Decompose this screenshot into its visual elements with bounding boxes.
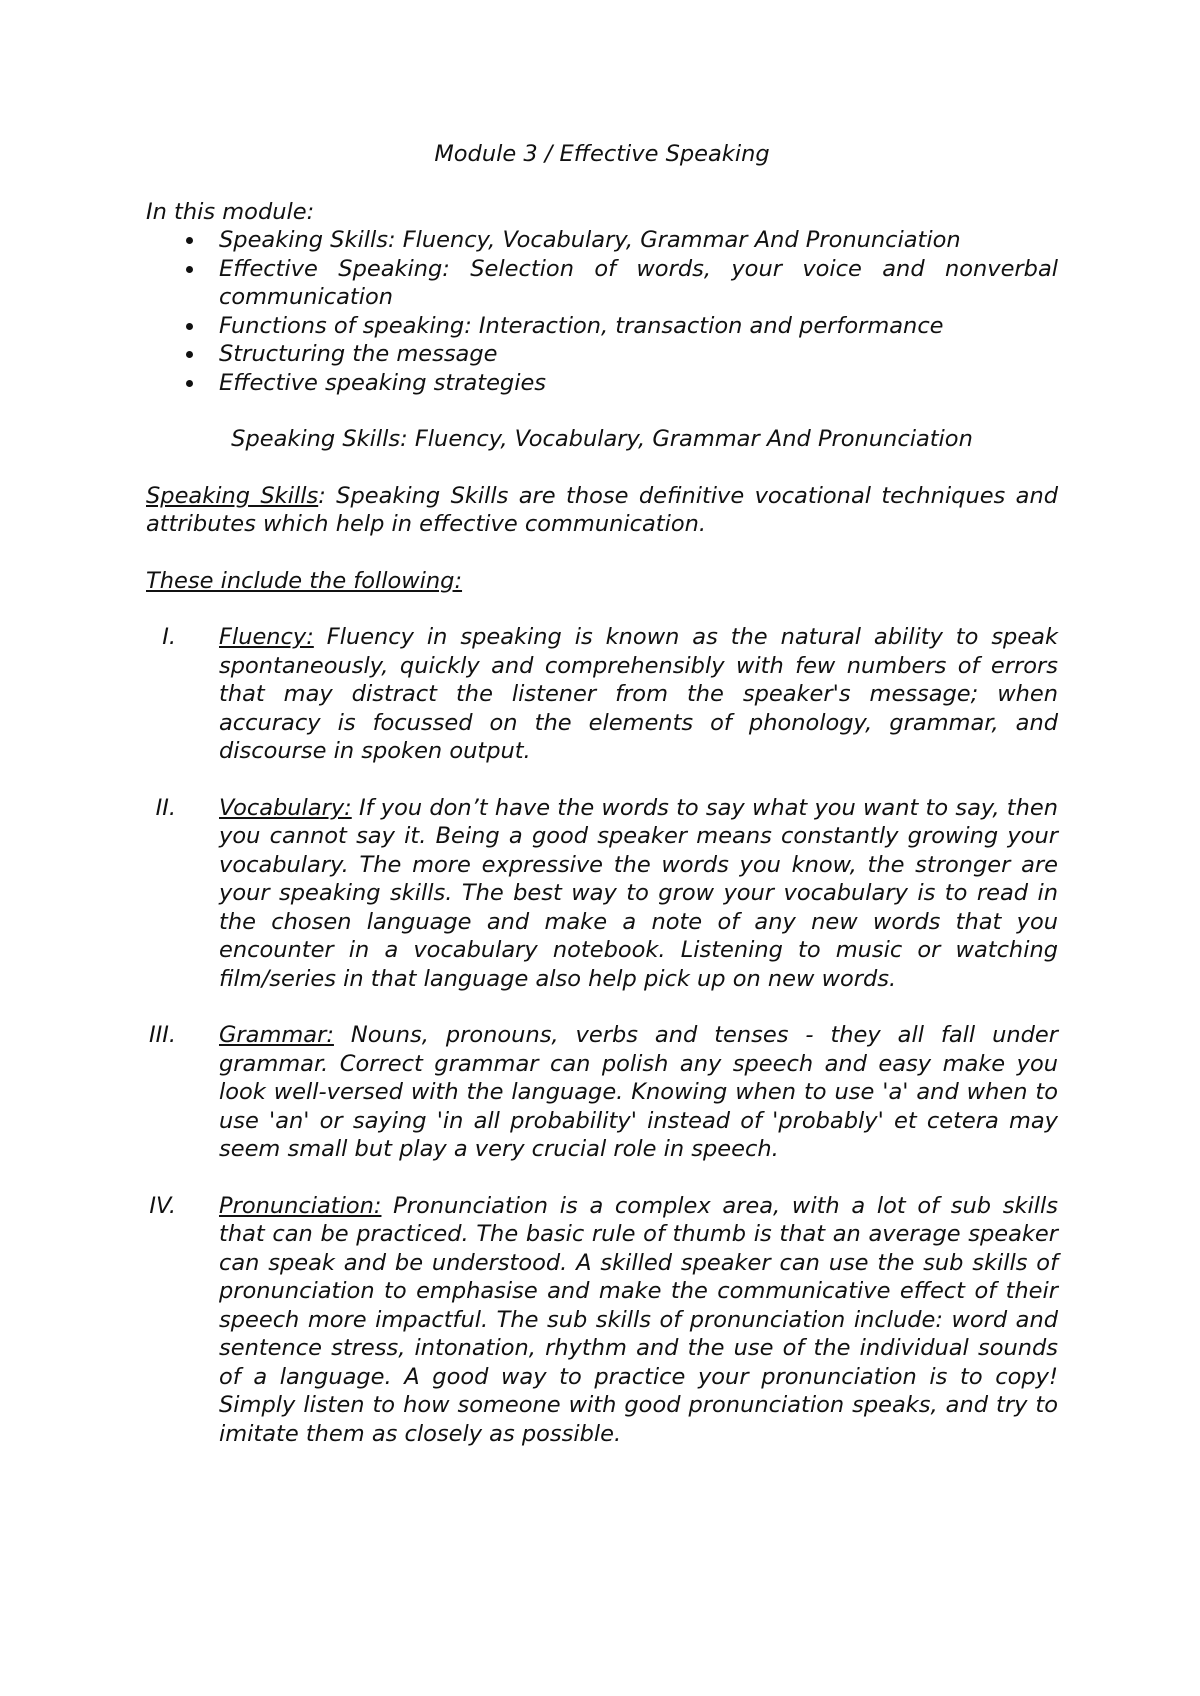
section-title: Speaking Skills: Fluency, Vocabulary, Grammar And Pronunciation	[231, 426, 973, 452]
bullet-icon	[186, 380, 193, 387]
skill-term: Pronunciation:	[219, 1192, 382, 1219]
definition-text: Speaking Skills are those definitive vocational techniques and attributes which help in effective communication.	[146, 482, 1058, 537]
bullet-icon	[186, 323, 193, 330]
skill-term: Vocabulary:	[219, 794, 352, 821]
document-title: Module 3 / Effective Speaking	[434, 141, 770, 167]
skill-numeral: II.	[155, 794, 176, 821]
topic-text: Functions of speaking: Interaction, transaction and performance	[219, 312, 944, 339]
skill-text: Pronunciation is a complex area, with a lot of sub skills that can be practiced. The basic rule of thumb is that an average speaker can speak and be understood. A skilled speaker can use the sub skills of pronunciation to emphasise and make the communicative effect of their speech more impactful. The sub skills of pronunciation include: word and sentence stress, intonation, rhythm and the use of the individual sounds of a language. A good way to practice your pronunciation is to copy! Simply listen to how someone with good pronunciation speaks, and try to imitate them as closely as possible.	[219, 1192, 1058, 1447]
bullet-icon	[186, 237, 193, 244]
list-item	[219, 369, 1058, 398]
include-heading: These include the following:	[146, 567, 463, 594]
skill-numeral: I.	[162, 624, 176, 650]
topic-text: Effective Speaking: Selection of words, your voice and nonverbal communication	[219, 255, 1058, 310]
topic-text: Structuring the message	[219, 341, 498, 367]
list-item	[219, 226, 1058, 255]
skill-text: Nouns, pronouns, verbs and tenses - they all fall under grammar. Correct grammar can polish any speech and easy make you look well-versed with the language. Knowing when to use 'a' and when to use 'an' or saying 'in all probability' instead of 'probably' et cetera may seem small but play a very crucial role in speech.	[219, 1022, 1058, 1162]
skill-text: Fluency in speaking is known as the natural ability to speak spontaneously, quickly and comprehensibly with few numbers of errors that may distract the listener from the speaker's message; when accuracy is focussed on the elements of phonology, grammar, and discourse in spoken output.	[219, 624, 1058, 764]
definition-term: Speaking Skills	[146, 482, 319, 509]
list-item	[219, 255, 1058, 312]
speaking-skills-definition	[146, 482, 1058, 539]
topic-text: Effective speaking strategies	[219, 369, 547, 396]
skill-numeral: III.	[148, 1022, 176, 1048]
bullet-icon	[186, 266, 193, 273]
definition-separator: :	[318, 482, 326, 509]
module-intro: In this module:	[146, 198, 315, 225]
skill-numeral: IV.	[149, 1192, 176, 1219]
list-item	[146, 1021, 1058, 1164]
skill-text: If you don’t have the words to say what you want to say, then you cannot say it. Being a good speaker means constantly growing your vocabulary. The more expressive the words you know, the stronger are your speaking skills. The best way to grow your vocabulary is to read in the chosen language and make a note of any new words that you encounter in a vocabulary notebook. Listening to music or watching film/series in that language also help pick up on new words.	[219, 794, 1058, 992]
topic-text: Speaking Skills: Fluency, Vocabulary, Grammar And Pronunciation	[219, 227, 961, 253]
bullet-icon	[186, 351, 193, 358]
list-item	[146, 1192, 1058, 1449]
module-topics-list	[146, 226, 1058, 397]
skill-term: Fluency:	[219, 624, 314, 650]
skill-term: Grammar:	[219, 1022, 334, 1048]
list-item	[146, 794, 1058, 994]
document-content	[146, 140, 1058, 1448]
list-item	[146, 623, 1058, 766]
list-item	[219, 340, 1058, 369]
list-item	[219, 312, 1058, 341]
skills-list	[146, 623, 1058, 1448]
